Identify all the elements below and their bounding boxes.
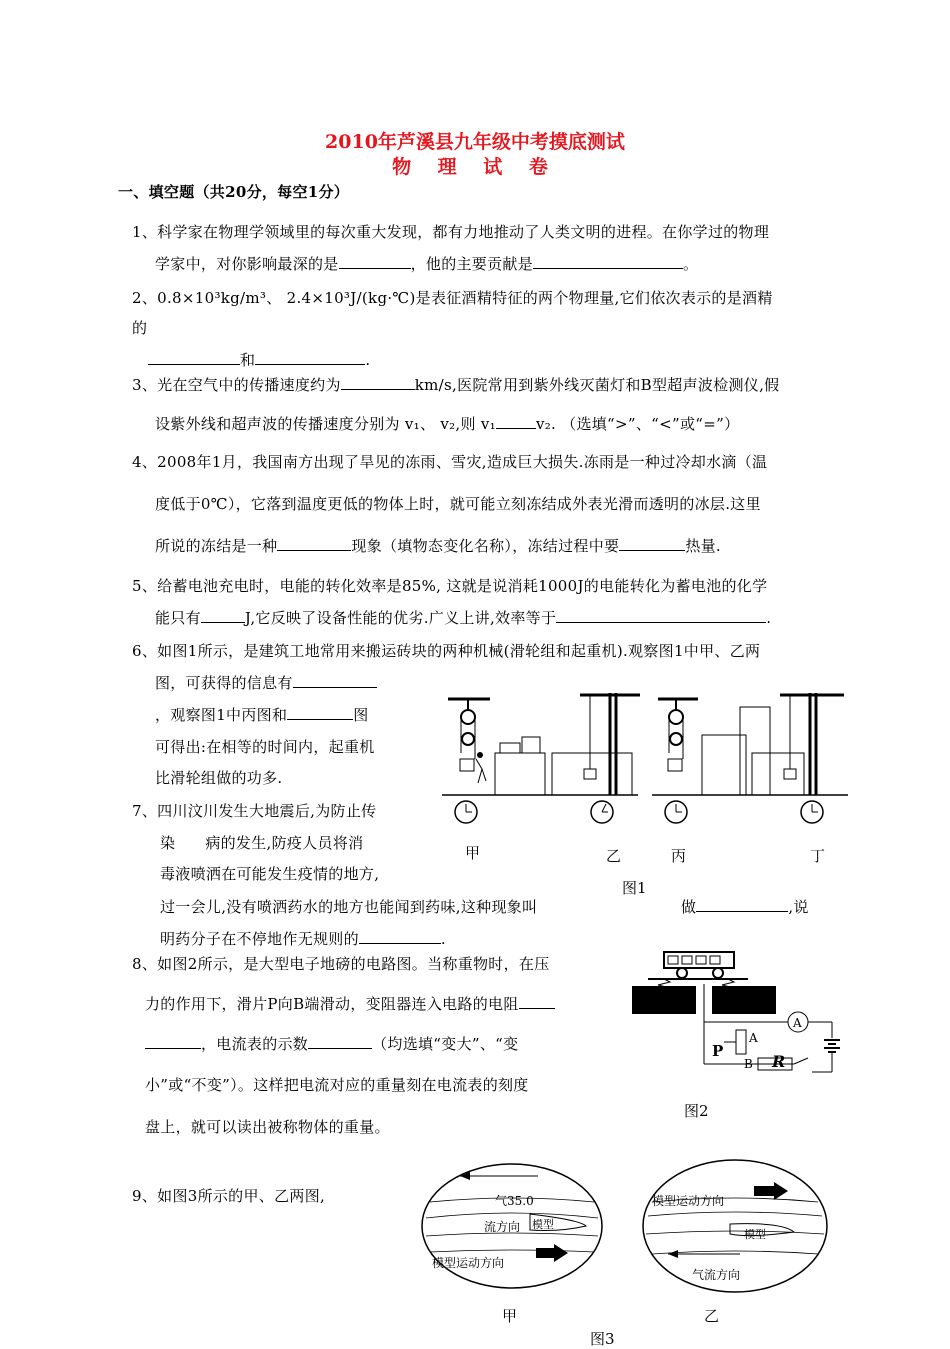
q2-line1: 2、0.8×10³kg/m³、 2.4×10³J/(kg·℃)是表征酒精特征的两个物理量,它们依次表示的是酒精 <box>132 289 773 307</box>
q6-line4: 可得出:在相等的时间内，起重机 <box>155 738 375 756</box>
q4-line3: 所说的冻结是一种 现象（填物态变化名称），冻结过程中要 热量. <box>155 537 721 555</box>
q5-line1: 5、给蓄电池充电时，电能的转化效率是85%, 这就是说消耗1000J的电能转化为蓄电池的化学 <box>132 577 768 595</box>
q6-line5: 比滑轮组做的功多. <box>155 769 283 787</box>
q6-blank1[interactable] <box>293 673 377 688</box>
q8-line4: 小”或“不变”）。这样把电流对应的重量刻在电流表的刻度 <box>145 1076 529 1094</box>
q8-blank1b[interactable] <box>145 1034 201 1049</box>
figure2-end-b: B <box>744 1057 753 1071</box>
q8-blank2[interactable] <box>308 1034 372 1049</box>
figure1-label-jia: 甲 <box>465 844 481 862</box>
figure1-label-ding: 丁 <box>810 847 826 865</box>
figure2-circuit <box>628 948 850 1083</box>
figure3-right-text3: 气流方向 <box>692 1268 741 1282</box>
figure1-drawing <box>440 685 850 835</box>
q7-line3: 毒液喷洒在可能发生疫情的地方, <box>160 865 380 883</box>
q5-blank1[interactable] <box>201 608 245 623</box>
q6-line2: 图，可获得的信息有 <box>155 672 377 693</box>
figure2-ammeter-label: A <box>793 1016 802 1030</box>
q7-line1: 7、四川汶川发生大地震后,为防止传 <box>132 802 377 820</box>
q1-line1: 1、科学家在物理学领域里的每次重大发现，都有力地推动了人类文明的进程。在你学过的物理 <box>132 223 770 241</box>
q7-blank1[interactable] <box>696 897 788 912</box>
q3-blank1[interactable] <box>341 375 415 390</box>
q2-blank1[interactable] <box>148 350 240 365</box>
figure1-label-bing: 丙 <box>671 847 687 865</box>
q7-line2: 染 病的发生,防疫人员将消 <box>160 834 364 852</box>
q8-line5: 盘上，就可以读出被称物体的重量。 <box>145 1118 390 1136</box>
q1-blank2[interactable] <box>533 254 683 269</box>
figure3-right-text1: 模型运动方向 <box>652 1194 725 1208</box>
q2-line3: 和 . <box>148 349 370 370</box>
figure3-drawing <box>410 1150 840 1300</box>
q5-blank2[interactable] <box>556 608 766 623</box>
q9-line1: 9、如图3所示的甲、乙两图, <box>132 1187 326 1205</box>
figure3-label-jia: 甲 <box>502 1307 518 1325</box>
figure1-label-yi: 乙 <box>606 847 622 865</box>
q7-line4b: 做 ,说 <box>681 898 809 916</box>
figure3-right-text2: 模型 <box>744 1228 766 1241</box>
q8-line1: 8、如图2所示，是大型电子地磅的电路图。当称重物时，在压 <box>132 955 550 973</box>
figure3-label-yi: 乙 <box>704 1307 720 1325</box>
section-heading: 一、填空题（共20分，每空1分） <box>118 183 350 201</box>
q3-line1: 3、光在空气中的传播速度约为 km/s,医院常用到紫外线灭菌灯和B型超声波检测仪,假 <box>132 376 780 394</box>
figure3-left-text3: 模型 <box>532 1218 554 1231</box>
q1-line2: 学家中，对你影响最深的是 ，他的主要贡献是 。 <box>155 255 699 273</box>
q7-line4a: 过一会儿,没有喷洒药水的地方也能闻到药味,这种现象叫 <box>160 898 538 916</box>
page-subtitle: 物 理 试 卷 <box>392 156 558 178</box>
figure1-caption: 图1 <box>622 879 647 897</box>
figure3-caption: 图3 <box>590 1330 615 1348</box>
figure2-end-a: A <box>749 1031 758 1045</box>
q6-blank2[interactable] <box>287 705 353 720</box>
figure3-left-text4: 模型运动方向 <box>432 1256 505 1270</box>
q6-line1: 6、如图1所示，是建筑工地常用来搬运砖块的两种机械(滑轮组和起重机).观察图1中甲、乙两 <box>132 642 761 660</box>
q2-line2: 的 <box>132 319 148 337</box>
q7-blank2[interactable] <box>359 929 441 944</box>
figure3-left-text1: 气35.0 <box>495 1194 534 1208</box>
figure2-slider-label: P <box>712 1042 724 1060</box>
q8-blank1a[interactable] <box>519 994 555 1009</box>
figure3-left-text2: 流方向 <box>484 1220 521 1234</box>
q4-blank2[interactable] <box>619 536 685 551</box>
figure2-resistor-label: R <box>772 1052 786 1071</box>
q4-line1: 4、2008年1月，我国南方出现了旱见的冻雨、雪灾,造成巨大损失.冻雨是一种过冷却水滴（温 <box>132 453 768 471</box>
q7-line5: 明药分子在不停地作无规则的 . <box>160 930 446 948</box>
page-title: 2010年芦溪县九年级中考摸底测试 <box>325 131 625 153</box>
q5-line2: 能只有 J,它反映了设备性能的优劣.广义上讲,效率等于 . <box>155 609 772 627</box>
q3-line2: 设紫外线和超声波的传播速度分别为 v₁、 v₂,则 v₁ v₂. （选填“>”、“<”或“=”） <box>155 415 740 433</box>
q4-line2: 度低于0℃），它落到温度更低的物体上时，就可能立刻冻结成外表光滑而透明的冰层.这里 <box>155 495 761 513</box>
q6-line3: ，观察图1中丙图和 图 <box>155 706 369 724</box>
q4-blank1[interactable] <box>277 536 351 551</box>
figure2-caption: 图2 <box>684 1102 709 1120</box>
q3-blank2[interactable] <box>496 414 536 429</box>
q8-line2: 力的作用下，滑片P向B端滑动，变阻器连入电路的电阻 <box>145 993 555 1014</box>
q2-blank2[interactable] <box>255 350 365 365</box>
q1-blank1[interactable] <box>339 254 411 269</box>
q8-line3: ，电流表的示数 （均选填“变大”、“变 <box>145 1033 518 1054</box>
